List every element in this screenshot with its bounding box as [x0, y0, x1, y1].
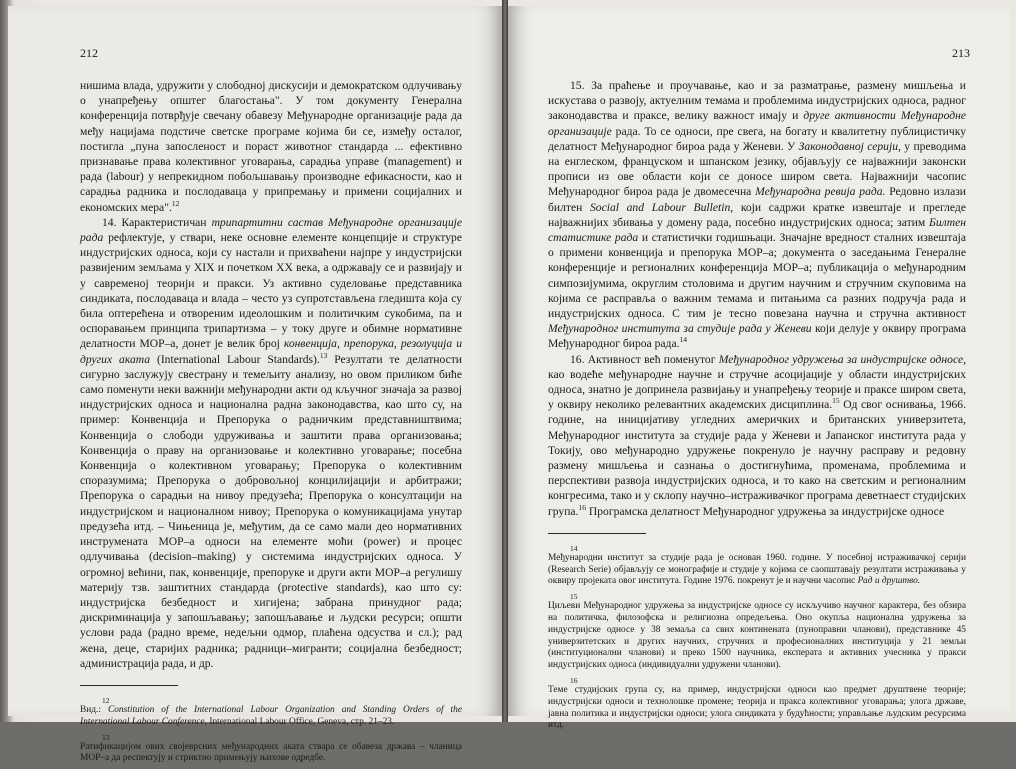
- footnote-ref: 16: [578, 502, 586, 512]
- footnote-divider: [548, 533, 646, 534]
- body-text: [548, 78, 966, 736]
- footnote-15: 15 Циљеви Међународног удружења за индустријске односе су искључиво научног карактера, без обзира на политичка, филозофска и религиозна опредељења. Оно окупља национална удружења за индустријске односе у 38 земаља са свих континената (пуноправни чланови), представнике 45 универзитетских и других научних, стручних и професионалних институција у 21 земљи (институционални чланови) и преко 1500 научника, експерата и активних учесника у пракси индустријских односа (индивидуални удружени чланови).: [548, 592, 966, 671]
- footnote-ref: 15: [832, 396, 840, 406]
- footnote-ref: 13: [319, 350, 328, 360]
- paragraph-14: 14. Карактеристичан трипартитни састав Међународне организације рада рефлектује, у ствари, неке основне елементе концепције и структуре индустријских односа, који су настали и прихваћени најпре у индустријски развијеним земљама у XIX и почетком XX века, а одржавају се и развијају и у савременој теорији и пракси. Уз активно суделовање представника синдиката, послодаваца и влада – често уз супротстављена гледишта која су била оптерећена и отвореним идеолошким и политичким сукобима, па и оспоравањем принципа трипартизма – у току друге и обимне нормативне делатности МОР–а, донет је велик број конвенција, препорука, резолуција и других аката (International Labour Standards).$^{13}$ Резултати те делатности сигурно заслужују свестрану и темељиту анализу, но овом приликом биће само поменути неки важнији међународни акти од кључног значаја за развој индустријских односа и национална радна законодавства, као што су, на пример: Конвенција и Препорука о радничким представништвима; Конвенција о слободи удруживања и заштити права организовања; Конвенција о праву на организовање и колективно уговарање; посебна Конвенција о колективном уговарању; Препорука о колективним споразумима; Препорука о добровољној концилијацији и арбитражи; Препорука о сарадњи на нивоу предузећа; Препорука о консултацији на индустријском и националном нивоу; Препорука о комуникацијама унутар предузећа итд. – Чињеница је, међутим, да се само мали део нормативних инструмената МОР–а односи на елементе моћи (power) и процес одлучивања (decision–making) у системима индустријских односа. У огромној већини, пак, конвенције, препоруке и други акти МОР–а регулишу материју тзв. заштитних стандарда (protective standards), као што су: индустријска безбедност и хигијена; забрана принудног рада; дискриминација у запошљавању; запошљавање и људски ресурси; општи услови рада (радно време, недељни одмор, плаћена одсуства и сл.); рад жена, деце, старијих радника; радници–мигранти; социјална безбедност; администрација рада, и др.: [80, 215, 462, 670]
- page-number: 212: [80, 46, 98, 60]
- footnote-ref: 12: [171, 198, 180, 208]
- footnote-16: 16 Теме студијских група су, на пример, индустријски односи као предмет друштвене теорије; индустријски односи и технолошке промене; теорија и пракса колективног уговарања; улога државе, јавна политика и индустријски односи; улога синдиката у будућности; управљање људским ресурсима итд.: [548, 676, 966, 731]
- footnote-14: 14 Међународни институт за студије рада је основан 1960. године. У посебној истраживачкој серији (Research Serie) објављују се монографије и студије у којима се саопштавају резултати истраживања у оквиру пројеката овог института. Године 1976. покренут је и научни часопис Рад и друштво.: [548, 543, 966, 587]
- page-number: 213: [952, 46, 970, 60]
- body-text: [80, 78, 462, 769]
- footnote-12: 12 Вид.: Constitution of the International Labour Organization and Standing Orders of the International Labour Conference, International Labour Office, Geneva, стр. 21–23.: [80, 695, 462, 727]
- right-page: [508, 6, 1010, 731]
- footnote-13: 13 Ратификацијом ових својеврсних међународних аката ствара се обавеза држава – чланица МОР–а да респектују и стриктно примењују њихове одредбе.: [80, 732, 462, 764]
- paragraph-15: 15. За праћење и проучавање, као и за разматрање, размену мишљења и искустава о развоју, актуелним темама и проблемима индустријских односа, радног законодавства и праксе, велику важност имају и друге активности Међународне организације рада. То се односи, пре свега, на богату и квалитетну публицистичку делатност Међународног бироа рада у Женеви. У Законодавној серији, у преводима на енглеском, француском и шпанском језику, објављују се најважнији законски прописи из ове области који се доносе широм света. Најважнији часопис Међународног бироа рада је двомесечна Међународна ревија рада. Редовно излази билтен Social and Labour Bulletin, који садржи кратке извештаје и прегледе најважнијих збивања у домену рада, посебно индустријских односа; затим Билтен статистике рада и статистички годишњаци. Значајне вредност сталних извештаја о примени конвенција и препорука МОР–а; документа о заседањима Генералне конференције и регионалних конференција МОР–а; публикација о међународним симпозијумима, округлим столовима и другим научним и стручним скуповима на којима се расправља о важним темама и питањима са разних подручја рада и индустријских односа. С тим је тесно повезана научна и стручна активност Међународног института за студије рада у Женеви који делује у оквиру програма Међународног бироа рада.$^{14}$: [548, 79, 966, 351]
- footnote-divider: [80, 685, 178, 686]
- footnote-ref: 14: [679, 335, 687, 345]
- paragraph-16: 16. Активност већ поменутог Међународног удружења за индустријске односе, као водеће међународне научне и стручне асоцијације у области индустријских односа, знатно је допринела развијању и унапређењу теорије и праксе широм света, у оквиру неколико релевантних академских дисциплина.$^{15}$ Од свог оснивања, 1966. године, на иницијативу угледних америчких и британских универзитета, Међународног института за студије рада у Женеви и Јапанског института рада у Токију, ово међународно удружење покренуло је научну расправу и редовну размену мишљења и сазнања о достигнућима, променама, проблемима и перспективи развоја индустријских односа, и то како на светским и регионалним конгресима, тако и у склопу научно–истраживачког програма деветнаест студијских група.$^{16}$ Програмска делатност Међународног удружења за индустријске односе: [548, 352, 967, 518]
- left-page: [8, 6, 502, 764]
- paragraph: нишима влада, удружити у слободној дискусији и демократском одлучивању о унапређењу општег благостања". У том документу Генерална конференција потврђује свечану обавезу Међународне организације рада да међу нацијама подстиче светске програме којима би се, између осталог, постигла „пуна запосленост и пораст животног стандарда ... ефективно признавање права колективног уговарања, сарадња управе (management) и рада (labour) у непрекидном побољшавању производне ефикасности, као и сарадња радника и послодаваца у припремању и примени социјалних и економских мера".$^{12}$: [80, 79, 462, 214]
